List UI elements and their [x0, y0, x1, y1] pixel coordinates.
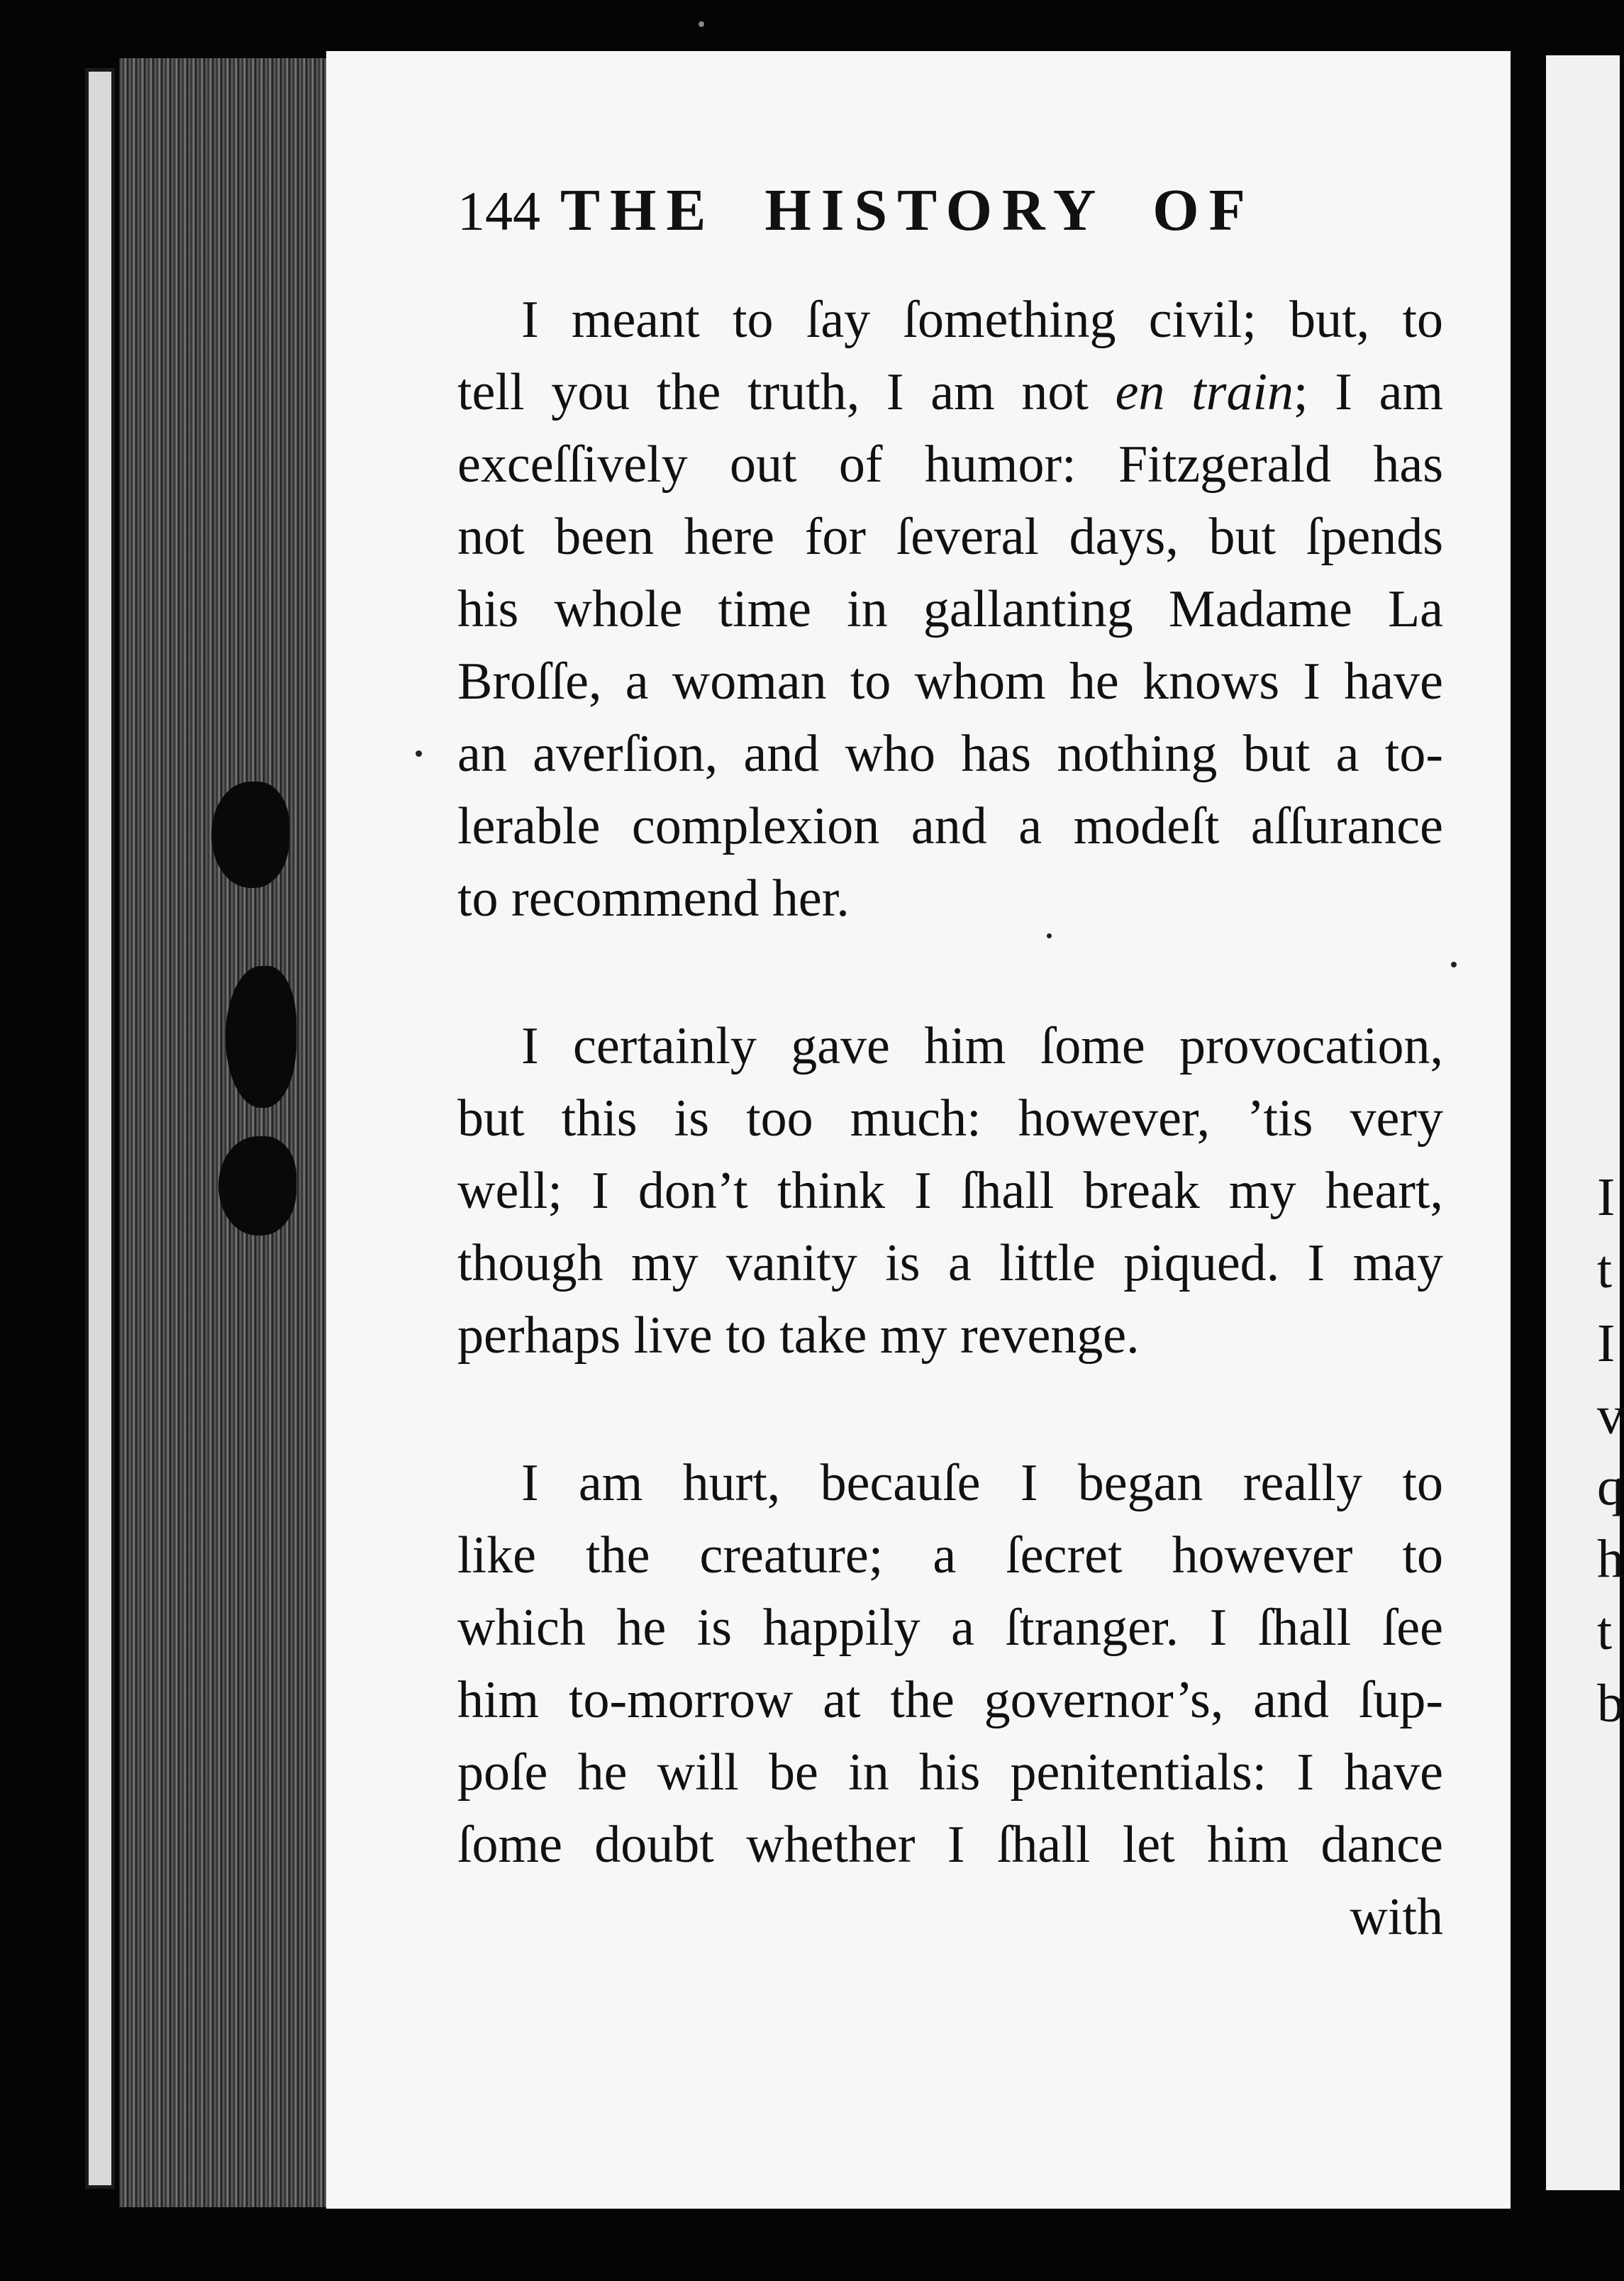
text-line — [457, 790, 1443, 862]
text-segment: ; I am — [1294, 363, 1444, 421]
text-segment: I meant to ſay ſomething civil; but, to — [521, 291, 1443, 349]
body-text — [457, 284, 1443, 1953]
text-segment: tell you the truth, I am not — [457, 363, 1116, 421]
text-segment: but this is too much: however, ’tis very — [457, 1089, 1443, 1148]
ink-speck — [1451, 962, 1457, 967]
facing-page-letter: t — [1597, 1240, 1613, 1299]
binding-gutter — [119, 58, 326, 2207]
text-line — [457, 645, 1443, 718]
text-segment: ſome doubt whether I ſhall let him dance — [457, 1816, 1443, 1874]
text-segment: lerable complexion and a modeſt aſſurance — [457, 797, 1443, 855]
text-line — [457, 718, 1443, 790]
text-segment: exceſſively out of humor: Fitzgerald has — [457, 435, 1443, 494]
preceding-leaf-edge — [85, 68, 115, 2189]
text-line — [457, 1447, 1443, 1519]
text-line — [457, 1664, 1443, 1736]
text-segment: not been here for ſeveral days, but ſpends — [457, 508, 1443, 566]
text-line — [457, 501, 1443, 573]
text-line — [457, 862, 1443, 935]
text-line — [457, 1736, 1443, 1809]
facing-page-letter: h — [1597, 1529, 1624, 1589]
text-segment: perhaps live to take my revenge. — [457, 1306, 1140, 1365]
facing-page-edge — [1546, 55, 1624, 2190]
text-line — [457, 573, 1443, 645]
text-segment: him to-morrow at the governor’s, and ſup- — [457, 1671, 1443, 1729]
ink-speck — [416, 750, 422, 757]
text-segment: poſe he will be in his penitentials: I have — [457, 1743, 1443, 1802]
text-line — [457, 1809, 1443, 1881]
gutter-ink-mark — [211, 782, 289, 888]
italic-phrase: en train — [1115, 363, 1294, 421]
facing-page-letter: v — [1597, 1386, 1624, 1445]
facing-page-letter: b — [1597, 1674, 1624, 1733]
text-line — [457, 284, 1443, 356]
text-segment: which he is happily a ſtranger. I ſhall ſee — [457, 1599, 1443, 1657]
page-number: 144 — [457, 180, 540, 242]
running-head — [457, 176, 1443, 254]
text-segment: his whole time in gallanting Madame La — [457, 580, 1443, 638]
catchword-line — [457, 1881, 1443, 1953]
text-segment: though my vanity is a little piqued. I may — [457, 1234, 1443, 1292]
text-segment: to recommend her. — [457, 870, 850, 928]
text-line — [457, 1227, 1443, 1299]
facing-page-letter: I — [1597, 1314, 1615, 1373]
ink-speck — [1047, 933, 1052, 938]
paragraph-gap — [457, 935, 1443, 1010]
facing-page-letter: I — [1597, 1167, 1615, 1227]
text-segment: well; I don’t think I ſhall break my heart, — [457, 1162, 1443, 1220]
running-title: THE HISTORY OF — [560, 177, 1255, 243]
text-line — [457, 1010, 1443, 1082]
text-line — [457, 1082, 1443, 1155]
text-segment: Broſſe, a woman to whom he knows I have — [457, 653, 1443, 711]
catchword: with — [1350, 1888, 1443, 1946]
text-segment: I certainly gave him ſome provocation, — [521, 1017, 1443, 1075]
facing-page-letter: q — [1597, 1457, 1624, 1516]
text-segment: an averſion, and who has nothing but a to- — [457, 725, 1443, 783]
text-line — [457, 1519, 1443, 1592]
facing-page-letter: t — [1597, 1602, 1613, 1661]
text-line — [457, 1592, 1443, 1664]
text-line — [457, 428, 1443, 501]
paragraph-gap — [457, 1372, 1443, 1447]
gutter-ink-mark — [218, 1136, 296, 1236]
text-segment: I am hurt, becauſe I began really to — [521, 1454, 1443, 1512]
gutter-ink-mark — [226, 966, 296, 1108]
text-segment: like the creature; a ſecret however to — [457, 1526, 1443, 1585]
text-line — [457, 356, 1443, 428]
text-line — [457, 1155, 1443, 1227]
text-line — [457, 1299, 1443, 1372]
ink-speck — [699, 21, 704, 27]
